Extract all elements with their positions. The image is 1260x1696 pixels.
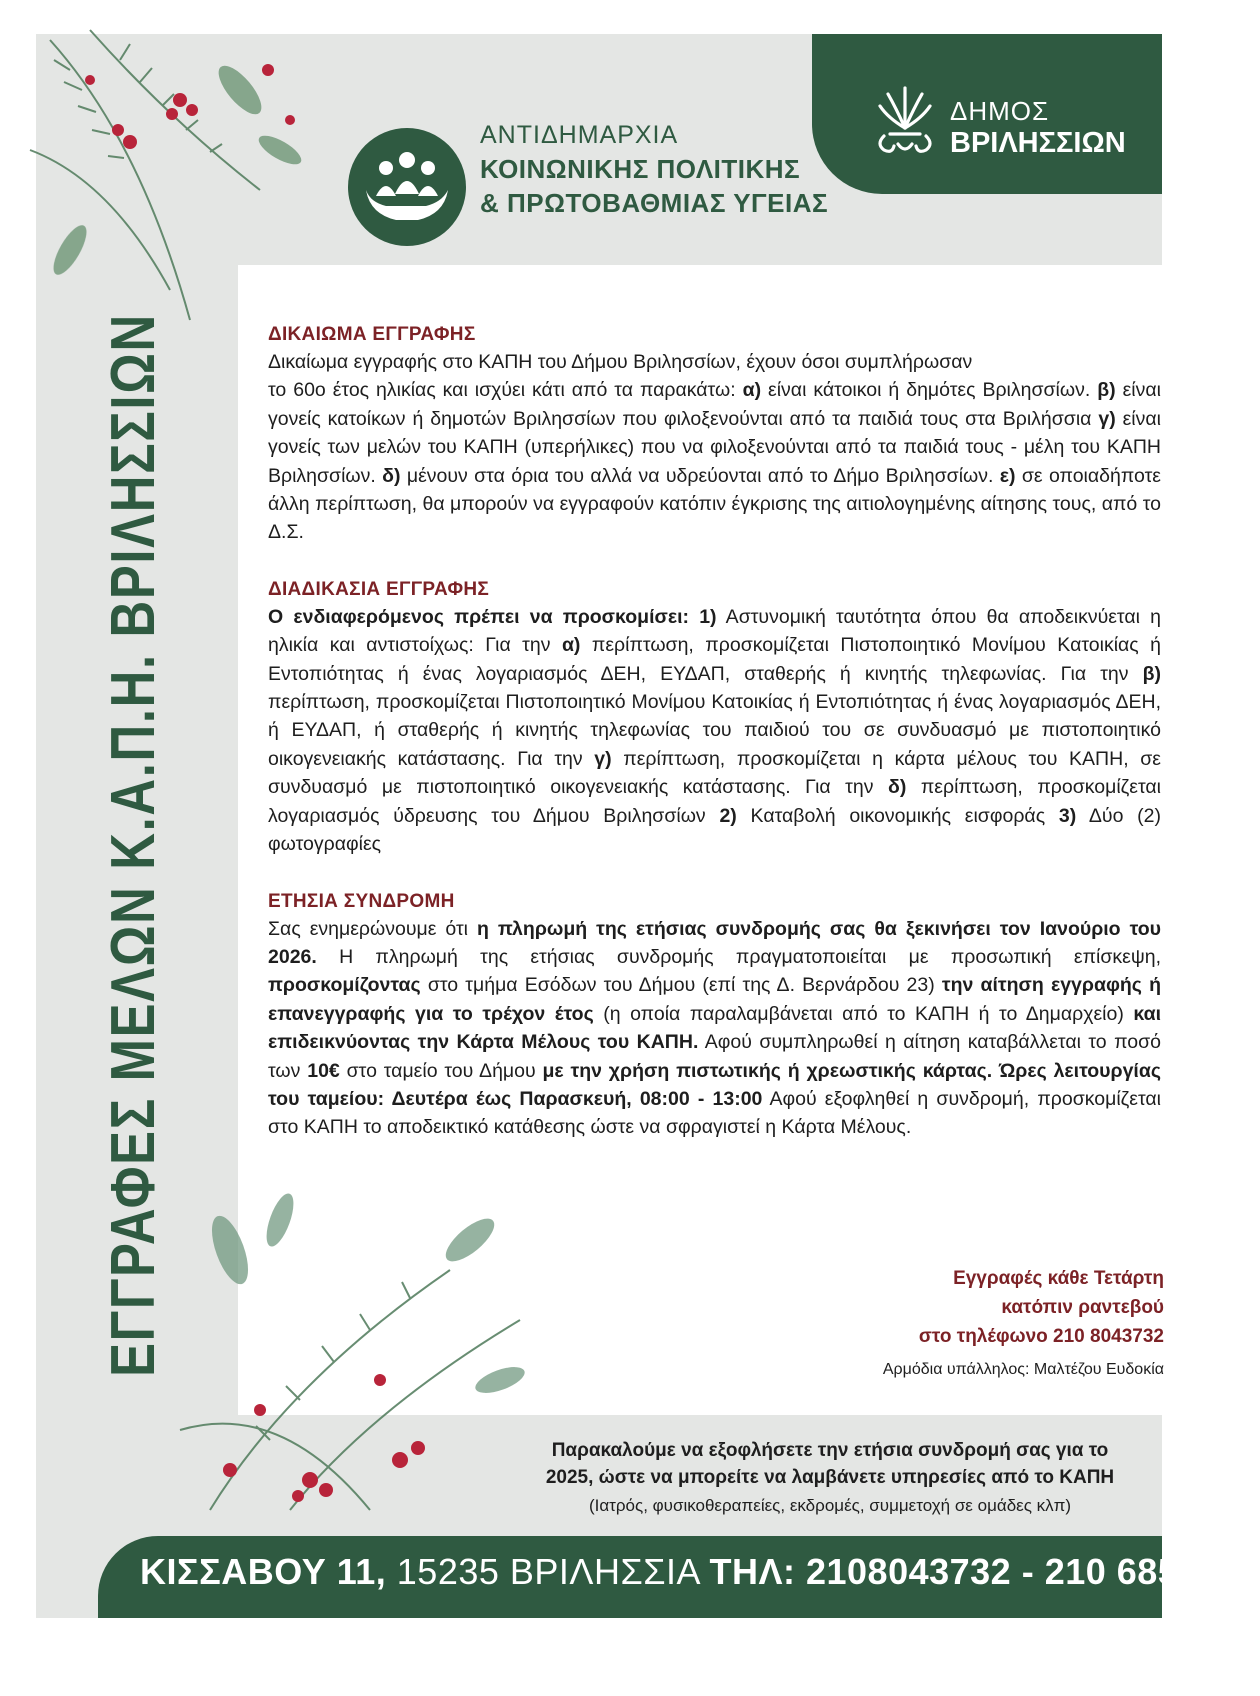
vertical-title: ΕΓΓΡΑΦΕΣ ΜΕΛΩΝ Κ.Α.Π.Η. ΒΡΙΛΗΣΣΙΩΝ [99,313,168,1377]
bold-run: η πληρωμή της ετήσιας συνδρομής σας θα ξεκινήσει τον Ιανούριο του 2026. [268,917,1161,968]
paragraph-line: Δικαίωμα εγγραφής στο ΚΑΠΗ του Δήμου Βριλησσίων, έχουν όσοι συμπλήρωσαν [268,351,973,373]
bold-run: Ο ενδιαφερόμενος πρέπει να προσκομίσει: 1) [268,605,717,628]
bold-run: β) [1142,662,1161,685]
bold-run: ε) [999,464,1016,487]
section-paragraph [268,915,1161,1142]
text-run: στο ταμείο του Δήμου [339,1059,543,1082]
bold-run: β) [1097,379,1116,402]
appointment-line-2: κατόπιν ραντεβού [1001,1297,1164,1318]
bold-run: α) [561,634,581,657]
footer-street: ΚΙΣΣΑΒΟΥ 11, [140,1551,387,1592]
vertical-title-wrapper [28,180,228,1510]
municipality-name [950,96,1126,160]
text-run: περίπτωση, προσκομίζεται η κάρτα μέλους του ΚΑΠΗ, σε συνδυασμό με πιστοποιητικό οικογενειακής κατάστασης. Για την [268,747,1161,799]
bold-run: 3) [1058,804,1077,827]
section-registration-procedure [268,577,1161,859]
department-line-1: ΑΝΤΙΔΗΜΑΡΧΙΑ [480,121,679,149]
bold-run: την αίτηση εγγραφής ή επανεγγραφής για το τρέχον έτος [268,974,1162,1025]
text-run: το 60ο έτος ηλικίας και ισχύει κάτι από τα παρακάτω: [268,379,743,402]
department-line-3: & ΠΡΩΤΟΒΑΘΜΙΑΣ ΥΓΕΙΑΣ [480,188,829,218]
appointment-phone: στο τηλέφωνο 210 8043732 [918,1326,1164,1347]
text-run: Αστυνομική ταυτότητα όπου θα αποδεικνύεται η ηλικία και αντιστοίχως: Για την [268,605,1162,657]
text-run: μένουν στα όρια του αλλά να υδρεύονται από το Δήμο Βριλησσίων. [400,464,1000,487]
section-title: ΕΤΗΣΙΑ ΣΥΝΔΡΟΜΗ [268,890,455,912]
municipality-line-1: ΔΗΜΟΣ [950,96,1050,126]
notice-line-2: 2025, ώστε να μπορείτε να λαμβάνετε υπηρεσίες από το ΚΑΠΗ [545,1467,1115,1488]
text-run: Δύο (2) φωτογραφίες [268,804,1162,856]
text-run: στο τμήμα Εσόδων του Δήμου (επί της Δ. Βερνάρδου 23) [420,974,942,997]
bold-run: δ) [888,776,907,799]
bold-run: δ) [382,464,401,487]
section-title: ΔΙΚΑΙΩΜΑ ΕΓΓΡΑΦΗΣ [268,324,476,345]
payment-notice [500,1437,1160,1521]
bold-run: με την χρήση πιστωτικής ή χρεωστικής κάρτας. Ώρες λειτουργίας του ταμείου: Δευτέρα έως Παρασκευή, 08:00 - 13:00 [268,1059,1161,1110]
department-emblem [348,128,466,246]
footer-phones: ΤΗΛ: 2108043732 - 210 6856570 [709,1551,1260,1592]
text-run: περίπτωση, προσκομίζεται λογαριασμός ύδρευσης του Δήμου Βριλησσίων [268,776,1161,827]
municipality-line-2: ΒΡΙΛΗΣΣΙΩΝ [950,127,1126,159]
bold-run: 2) [719,804,737,827]
section-registration-right [268,322,1161,547]
bold-run: γ) [1098,407,1116,430]
department-line-2: ΚΟΙΝΩΝΙΚΗΣ ΠΟΛΙΤΙΚΗΣ [480,154,801,184]
notice-line-3: (Ιατρός, φυσικοθεραπείες, εκδρομές, συμμετοχή σε ομάδες κλπ) [588,1496,1072,1515]
footer-city: 15235 ΒΡΙΛΗΣΣΙΑ [386,1551,710,1592]
text-run: σε οποιαδήποτε άλλη περίπτωση, θα μπορούν να εγγραφούν κατόπιν έγκρισης της αιτιολογημένης αίτησης τους, από το Δ.Σ. [268,464,1161,544]
section-annual-fee [268,889,1161,1142]
text-run: είναι γονείς κατοίκων ή δημοτών Βριλησσίων που φιλοξενούνται από τα παιδιά τους στα Βριλήσσια [268,379,1161,430]
text-run: Αφού εξοφληθεί η συνδρομή, προσκομίζεται στο ΚΑΠΗ το αποδεικτικό κατάθεσης ώστε να σφραγιστεί η Κάρτα Μέλους. [268,1087,1161,1139]
section-paragraph [268,376,1161,546]
text-run: περίπτωση, προσκομίζεται Πιστοποιητικό Μονίμου Κατοικίας ή Εντοπιότητας ή ένας λογαριασμός ΔΕΗ, ΕΥΔΑΠ, σταθερής ή κινητής τηλεφωνίας. Για την [268,634,1161,685]
text-run: Η πληρωμή της ετήσιας συνδρομής πραγματοποιείται με προσωπική επίσκεψη, [316,945,1161,968]
body-content [268,322,1161,1172]
anthemion-emblem-icon [874,78,936,160]
text-run: Καταβολή οικονομικής εισφοράς [736,804,1059,827]
text-run: είναι γονείς των μελών του ΚΑΠΗ (υπερήλικες) που να φιλοξενούνται από τα παιδιά τους - μέλη του ΚΑΠΗ Βριλησσίων. [268,407,1161,487]
notice-line-1: Παρακαλούμε να εξοφλήσετε την ετήσια συνδρομή σας για το [551,1440,1109,1461]
section-paragraph [268,603,1161,859]
text-run: είναι κάτοικοι ή δημότες Βριλησσίων. [761,379,1098,402]
text-run: περίπτωση, προσκομίζεται Πιστοποιητικό Μονίμου Κατοικίας ή Εντοπιότητας ή ένας λογαριασμός ΔΕΗ, ή ΕΥΔΑΠ, ή σταθερής ή κινητής τηλεφωνίας του παιδιού του σε συνδυασμό με πιστοποιητικό οικογενειακής κατάστασης. Για την [268,691,1161,770]
people-in-hands-icon [348,128,466,246]
bold-run: και επιδεικνύοντας την Κάρτα Μέλους του ΚΑΠΗ. [268,1002,1161,1054]
text-run: Σας ενημερώνουμε ότι [268,917,477,940]
responsible-employee: Αρμόδια υπάλληλος: Μαλτέζου Ευδοκία [882,1361,1164,1378]
bold-run: προσκομίζοντας [268,974,421,997]
text-run: (η οποία παραλαμβάνεται από το ΚΑΠΗ ή το Δημαρχείο) [593,1002,1134,1025]
department-name [480,118,828,220]
text-run: Αφού συμπληρωθεί η αίτηση καταβάλλεται το ποσό των [268,1031,1161,1082]
appointment-line-1: Εγγραφές κάθε Τετάρτη [953,1268,1164,1289]
appointment-info [664,1264,1164,1385]
bold-run: 10€ [307,1059,340,1082]
bold-run: γ) [594,747,612,770]
footer-contact [140,1551,1260,1593]
bold-run: α) [742,379,762,402]
section-title: ΔΙΑΔΙΚΑΣΙΑ ΕΓΓΡΑΦΗΣ [268,578,490,600]
